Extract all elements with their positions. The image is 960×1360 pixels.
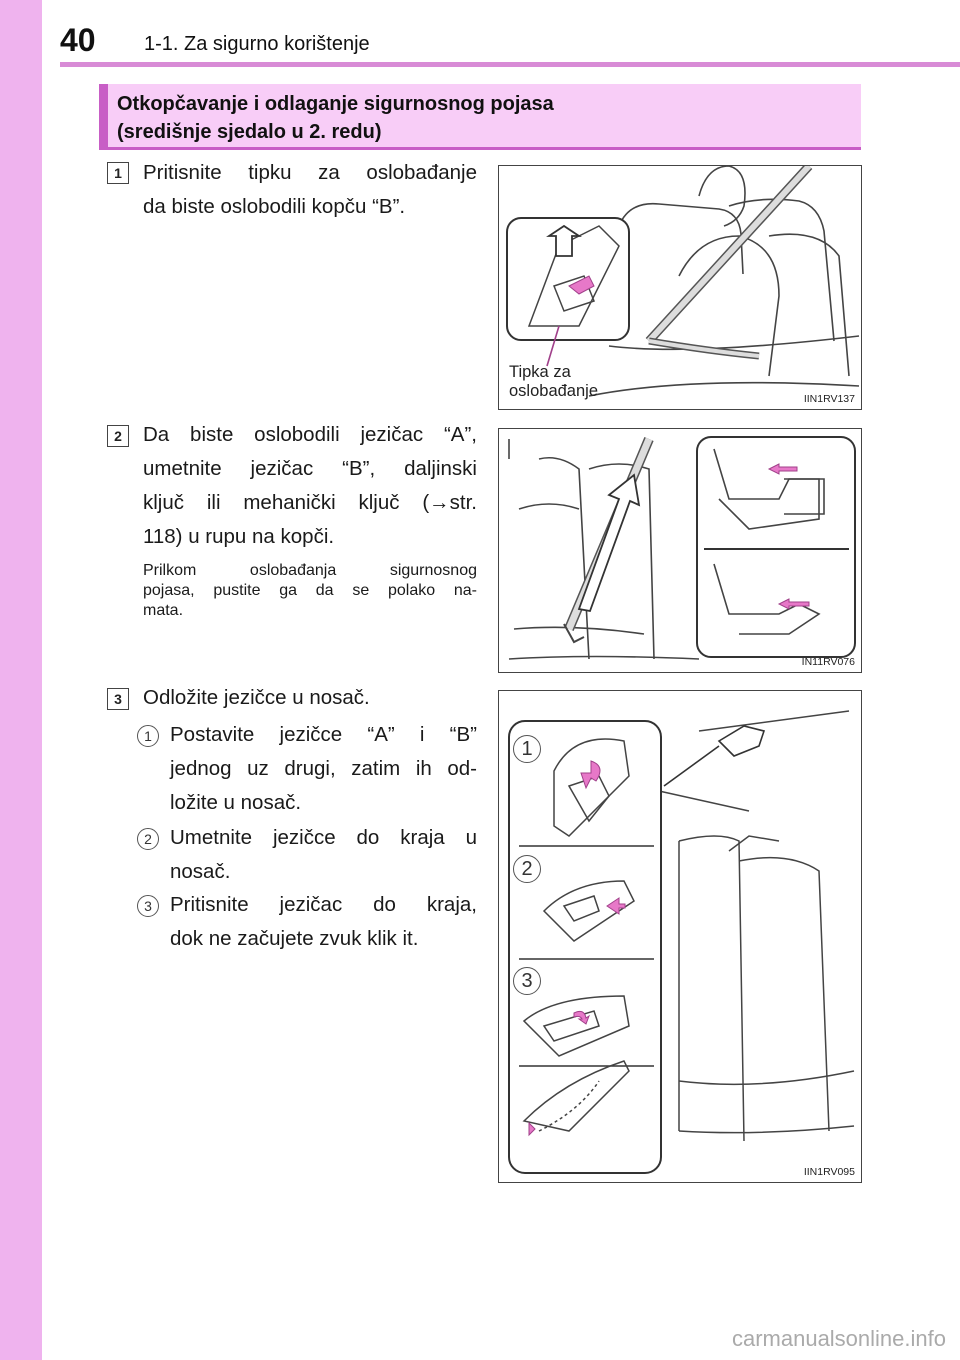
- step-2-note-line-2: pojasa, pustite ga da se polako na-: [143, 582, 477, 599]
- release-button-label-line-2: oslobađanje: [509, 382, 598, 400]
- section-accent-bar: [99, 84, 108, 150]
- step-3-illustration: [498, 690, 862, 1183]
- step-2-note-line-1: Prilkom oslobađanja sigurnosnog: [143, 562, 477, 579]
- step-2-line-2: umetnite jezičac “B”, daljinski: [143, 457, 477, 480]
- substep-2-text: [170, 821, 477, 889]
- step-1-badge: 1: [107, 162, 129, 184]
- substep-3-line-1: Pritisnite jezičac do kraja,: [170, 893, 477, 916]
- step-1-line-2: da biste oslobodili kopču “B”.: [143, 195, 406, 218]
- release-button-label-line-1: Tipka za: [509, 363, 571, 381]
- section-rule: [99, 147, 861, 150]
- substep-1-line-3: ložite u nosač.: [170, 791, 302, 814]
- watermark: carmanualsonline.info: [731, 1326, 946, 1351]
- step-2-note-line-3: mata.: [143, 602, 184, 619]
- chapter-title: 1-1. Za sigurno korištenje: [144, 33, 370, 55]
- panel-1-number: 1: [513, 735, 541, 763]
- step-2-illustration: [498, 428, 862, 673]
- substep-1-number: 1: [137, 725, 159, 747]
- tongue-holder-drawing: [499, 691, 861, 1182]
- figure-code: IIN1RV095: [803, 1166, 855, 1178]
- step-2-text: [143, 418, 477, 554]
- page-number: 40: [60, 22, 96, 58]
- step-1-illustration: [498, 165, 862, 410]
- section-title-line-1: Otkopčavanje i odlaganje sigurnosnog pojasa: [117, 93, 554, 115]
- release-button-label: [509, 363, 598, 401]
- figure-code: IIN1RV137: [803, 393, 855, 405]
- section-heading: [99, 84, 861, 150]
- step-1-text: [143, 156, 477, 224]
- step-3-text: Odložite jezičce u nosač.: [143, 686, 370, 709]
- substep-2-line-1: Umetnite jezičce do kraja u: [170, 826, 477, 849]
- substep-3-number: 3: [137, 895, 159, 917]
- panel-2-number: 2: [513, 855, 541, 883]
- substep-2-line-2: nosač.: [170, 860, 231, 883]
- figure-code: IN11RV076: [801, 656, 855, 668]
- substep-2-number: 2: [137, 828, 159, 850]
- step-3-badge: 3: [107, 688, 129, 710]
- step-2-note: [143, 561, 477, 621]
- step-1-line-1: Pritisnite tipku za oslobađanje: [143, 161, 477, 184]
- substep-3-text: [170, 888, 477, 956]
- page-side-tab: [0, 0, 42, 1360]
- section-title: [117, 90, 857, 146]
- section-title-line-2: (središnje sjedalo u 2. redu): [117, 121, 382, 143]
- step-2-badge: 2: [107, 425, 129, 447]
- panel-3-number: 3: [513, 967, 541, 995]
- substep-3-line-2: dok ne začujete zvuk klik it.: [170, 927, 419, 950]
- step-2-line-4: 118) u rupu na kopči.: [143, 525, 335, 548]
- substep-1-text: [170, 718, 477, 820]
- tongue-release-drawing: [499, 429, 861, 672]
- step-2-line-1: Da biste oslobodili jezičac “A”,: [143, 423, 477, 446]
- step-2-line-3: ključ ili mehanički ključ (→str.: [143, 491, 477, 514]
- header-rule: [60, 62, 960, 67]
- substep-1-line-2: jednog uz drugi, zatim ih od-: [170, 757, 477, 780]
- substep-1-line-1: Postavite jezičce “A” i “B”: [170, 723, 477, 746]
